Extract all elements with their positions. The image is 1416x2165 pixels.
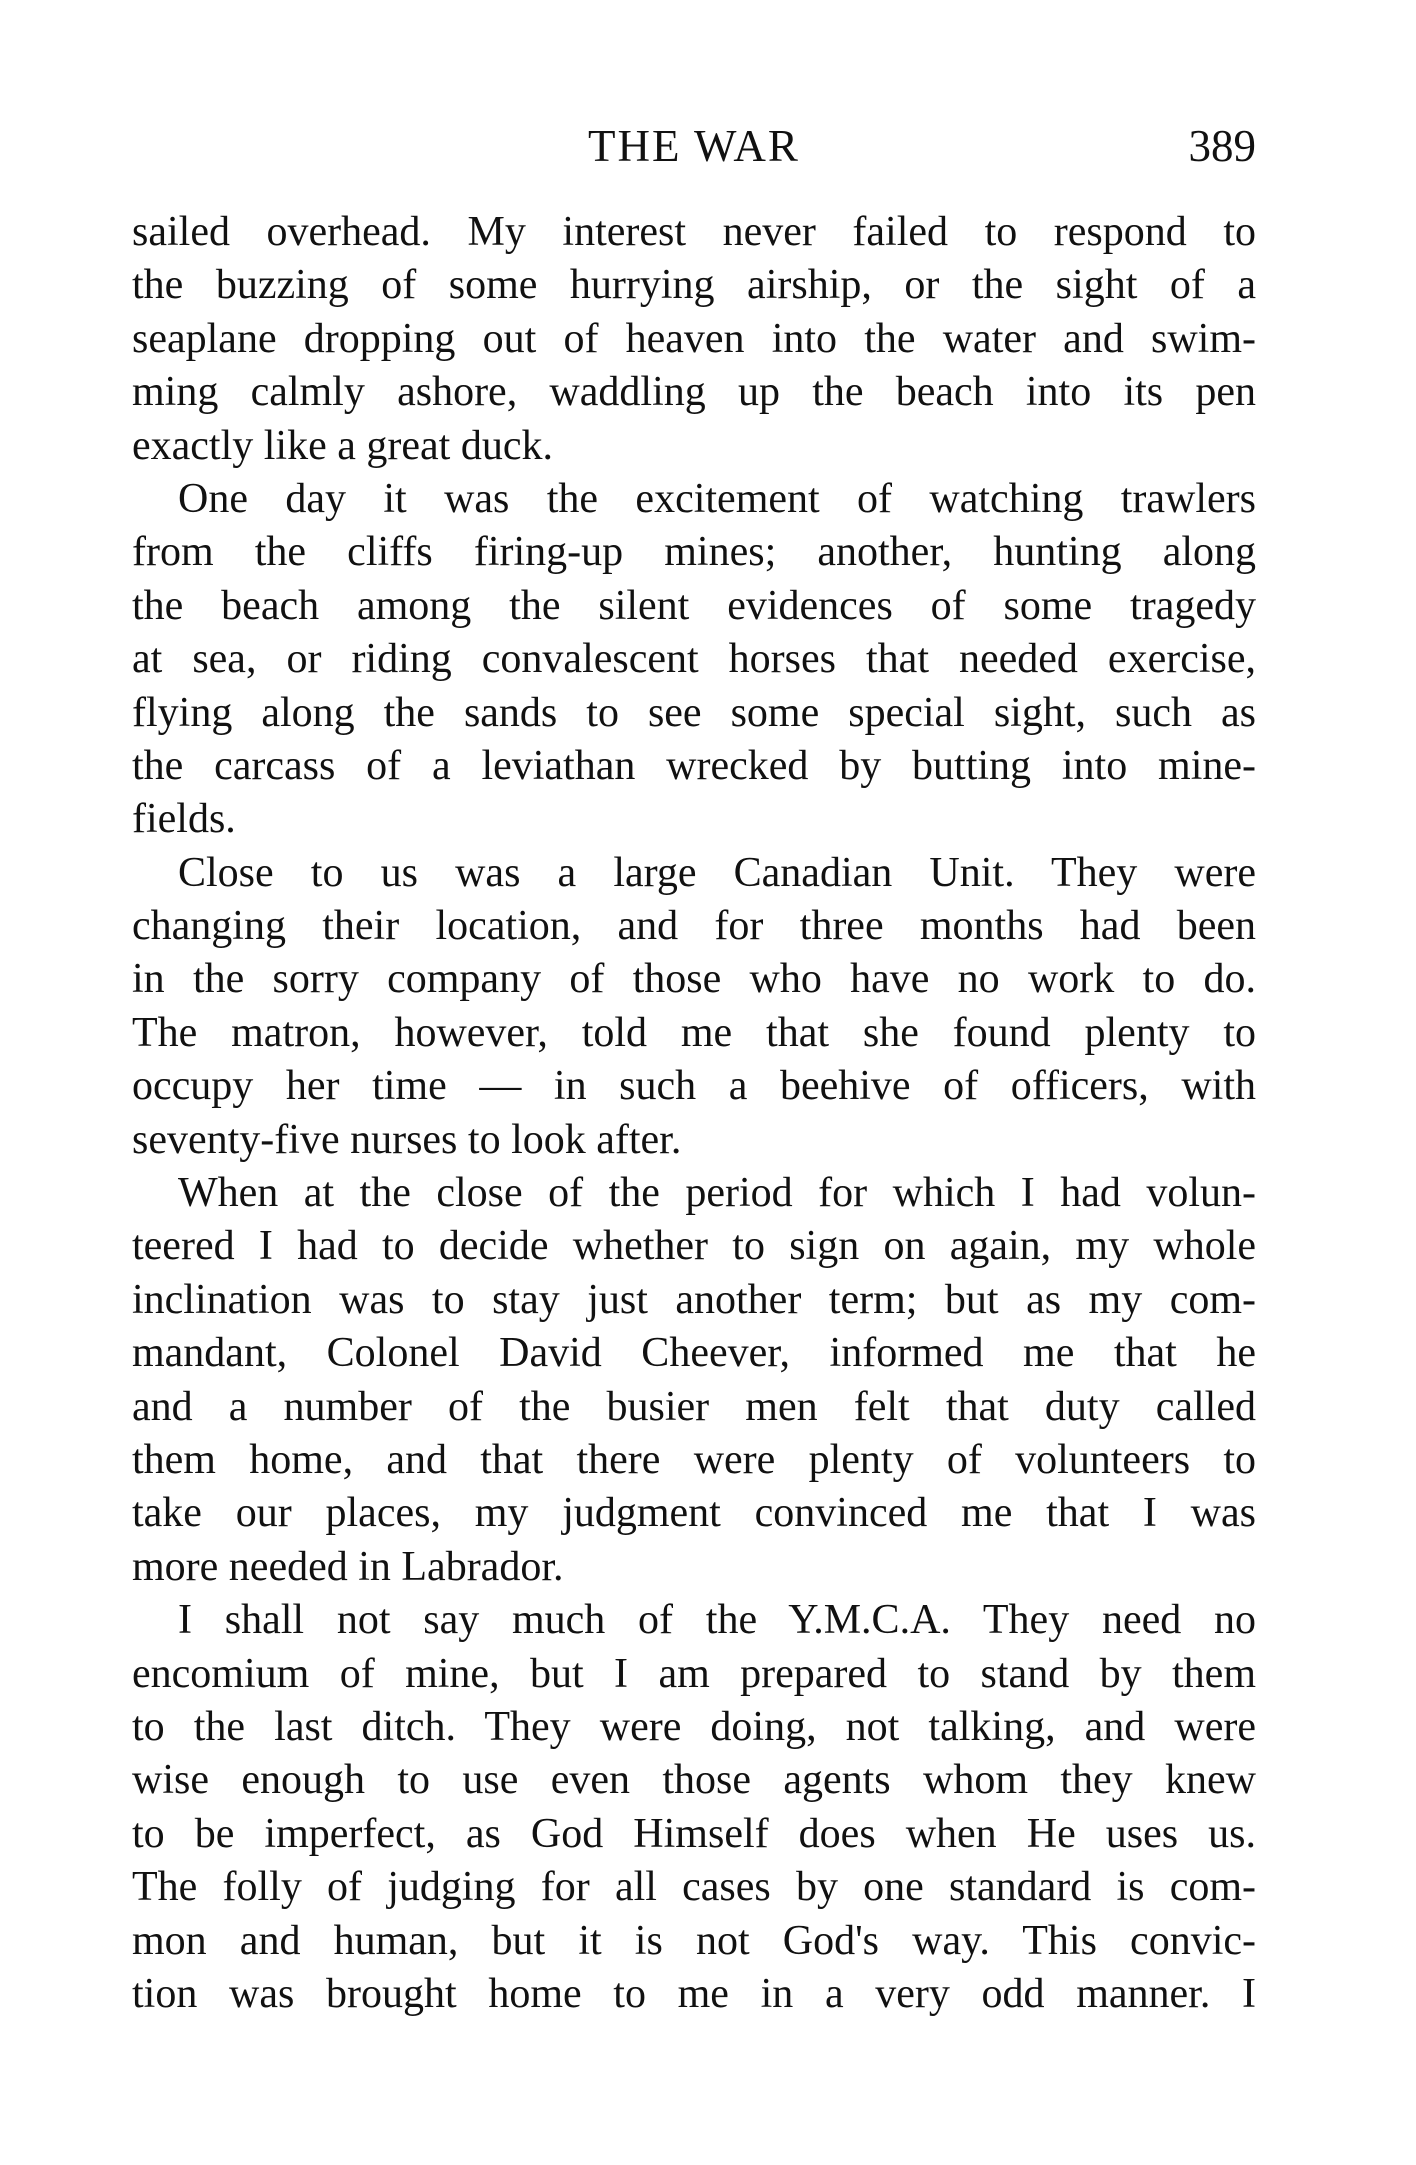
text-line: the buzzing of some hurrying airship, or the sight of a [132, 262, 1256, 309]
paragraph [132, 1594, 1256, 2021]
text-line: more needed in Labrador. [132, 1543, 564, 1590]
paragraph [132, 847, 1256, 1167]
text-line: the beach among the silent evidences of some tragedy [132, 582, 1256, 629]
text-line: ming calmly ashore, waddling up the beach into its pen [132, 369, 1256, 416]
body-text [132, 206, 1256, 2021]
text-line: the carcass of a leviathan wrecked by butting into mine- [132, 742, 1256, 789]
text-line: them home, and that there were plenty of volunteers to [132, 1436, 1256, 1483]
text-line: occupy her time — in such a beehive of officers, with [132, 1063, 1256, 1110]
text-line: to the last ditch. They were doing, not talking, and were [132, 1703, 1256, 1750]
text-line: mon and human, but it is not God's way. This convic- [132, 1917, 1256, 1964]
text-line: I shall not say much of the Y.M.C.A. They need no [178, 1597, 1256, 1644]
text-line: at sea, or riding convalescent horses that needed exercise, [132, 636, 1256, 683]
text-line: seventy-five nurses to look after. [132, 1116, 682, 1163]
text-line: take our places, my judgment convinced me that I was [132, 1490, 1256, 1537]
paragraph [132, 473, 1256, 847]
text-line: to be imperfect, as God Himself does when He uses us. [132, 1810, 1256, 1857]
text-line: sailed overhead. My interest never failed to respond to [132, 209, 1256, 255]
text-line: The folly of judging for all cases by one standard is com- [132, 1864, 1256, 1911]
text-line: from the cliffs firing-up mines; another, hunting along [132, 529, 1256, 576]
running-title: THE WAR [588, 121, 800, 171]
paragraph [132, 1167, 1256, 1594]
page-number: 389 [1188, 121, 1256, 171]
text-line: changing their location, and for three months had been [132, 903, 1256, 950]
text-line: The matron, however, told me that she found plenty to [132, 1009, 1256, 1056]
text-line: flying along the sands to see some special sight, such as [132, 689, 1256, 736]
text-line: exactly like a great duck. [132, 422, 553, 469]
text-line: tion was brought home to me in a very odd manner. I [132, 1970, 1256, 2017]
text-line: When at the close of the period for which I had volun- [178, 1170, 1256, 1217]
text-line: inclination was to stay just another term; but as my com- [132, 1276, 1256, 1323]
running-head [132, 118, 1256, 174]
text-line: in the sorry company of those who have no work to do. [132, 956, 1256, 1003]
text-line: teered I had to decide whether to sign on again, my whole [132, 1223, 1256, 1270]
text-line: Close to us was a large Canadian Unit. They were [178, 849, 1256, 896]
text-line: and a number of the busier men felt that duty called [132, 1383, 1256, 1430]
text-line: fields. [132, 796, 236, 843]
text-line: encomium of mine, but I am prepared to stand by them [132, 1650, 1256, 1697]
paragraph [132, 206, 1256, 473]
text-line: wise enough to use even those agents whom they knew [132, 1757, 1256, 1804]
text-line: mandant, Colonel David Cheever, informed me that he [132, 1330, 1256, 1377]
text-line: One day it was the excitement of watching trawlers [178, 475, 1256, 522]
text-line: seaplane dropping out of heaven into the water and swim- [132, 315, 1256, 362]
